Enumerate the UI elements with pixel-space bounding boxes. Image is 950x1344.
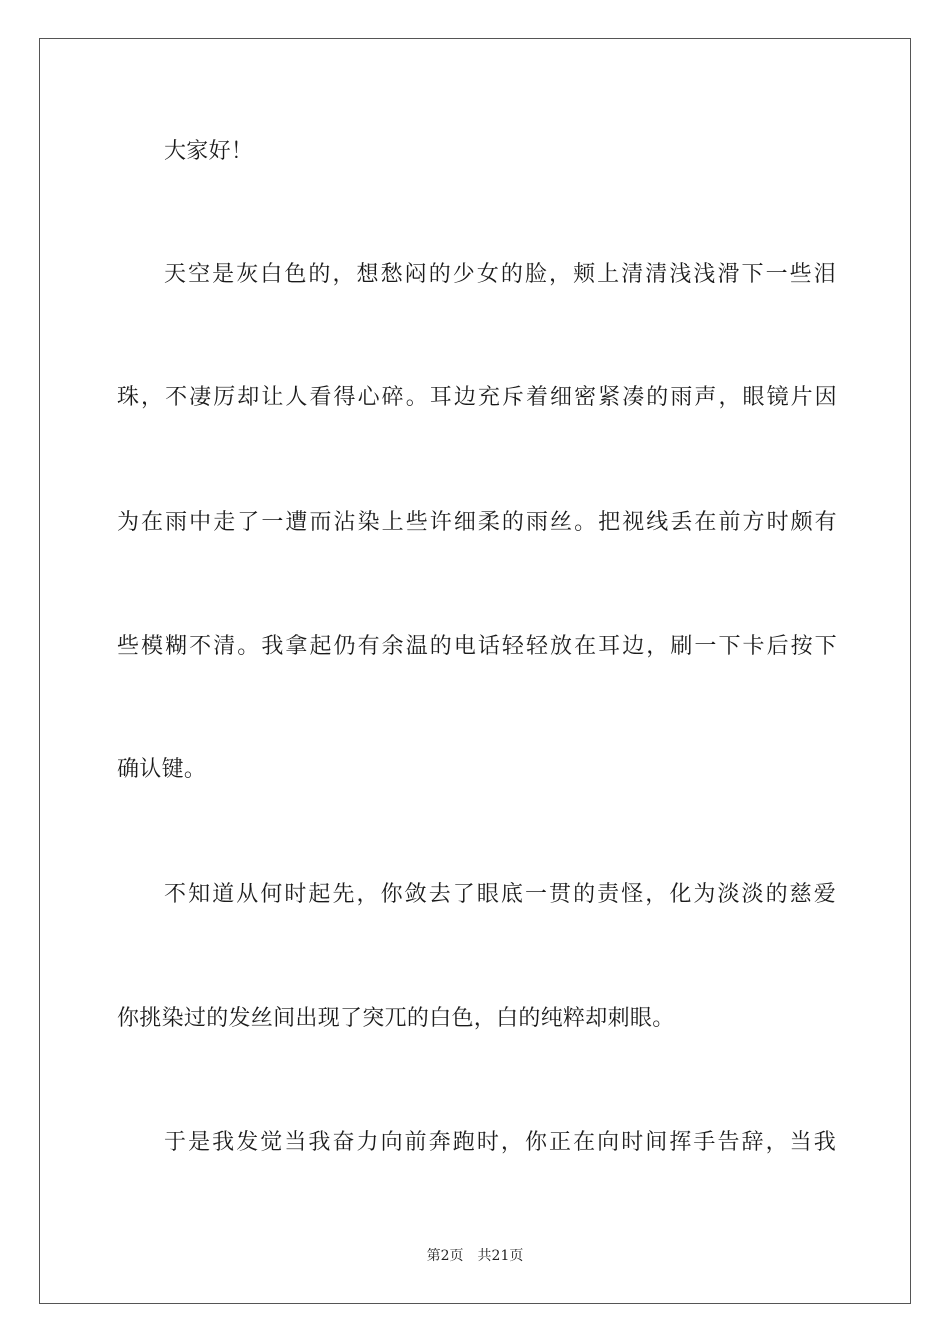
total-pages: 共21页 bbox=[477, 1248, 524, 1264]
page-border bbox=[39, 38, 911, 1304]
paragraph-1-line-2: 珠，不凄厉却让人看得心碎。耳边充斥着细密紧凑的雨声，眼镜片因 bbox=[117, 385, 837, 410]
page-number: 第2页 bbox=[426, 1248, 464, 1264]
paragraph-1-line-4: 些模糊不清。我拿起仍有余温的电话轻轻放在耳边，刷一下卡后按下 bbox=[117, 634, 837, 659]
paragraph-2-line-2: 你挑染过的发丝间出现了突兀的白色，白的纯粹却刺眼。 bbox=[117, 1006, 675, 1031]
paragraph-1-line-5: 确认键。 bbox=[117, 757, 207, 782]
paragraph-3-line-1: 于是我发觉当我奋力向前奔跑时，你正在向时间挥手告辞，当我 bbox=[164, 1130, 836, 1155]
paragraph-1-line-3: 为在雨中走了一遭而沾染上些许细柔的雨丝。把视线丢在前方时颇有 bbox=[117, 510, 837, 535]
paragraph-greeting: 大家好！ bbox=[164, 139, 254, 164]
paragraph-2-line-1: 不知道从何时起先，你敛去了眼底一贯的责怪，化为淡淡的慈爱 bbox=[164, 882, 836, 907]
paragraph-1-line-1: 天空是灰白色的，想愁闷的少女的脸，颊上清清浅浅滑下一些泪 bbox=[164, 262, 836, 287]
page-footer bbox=[0, 1247, 950, 1265]
